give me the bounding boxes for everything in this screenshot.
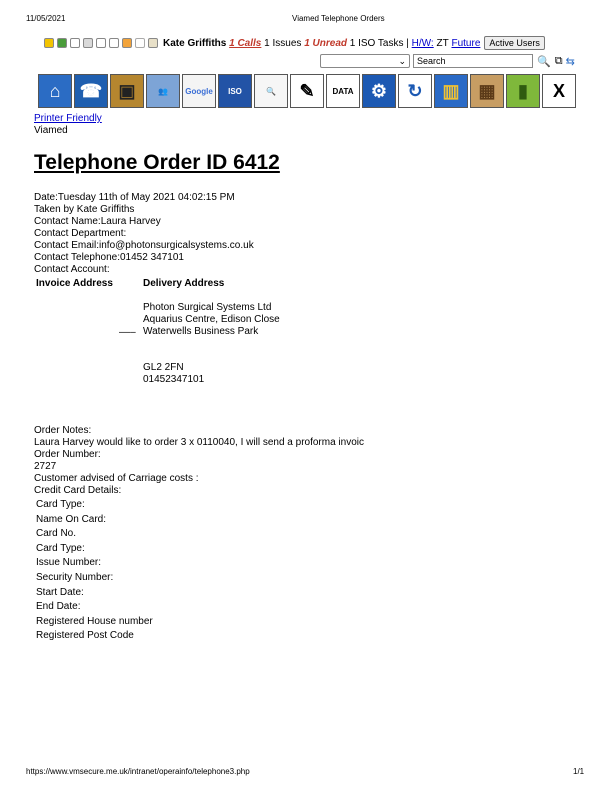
external-link-icon[interactable]: ⧉: [554, 54, 563, 67]
delivery-address-line: Waterwells Business Park: [143, 326, 259, 337]
book-icon[interactable]: ▮: [506, 74, 540, 108]
company-name: Viamed: [34, 125, 68, 136]
close-x-icon[interactable]: X: [542, 74, 576, 108]
contact-email: Contact Email:info@photonsurgicalsystems.co.uk: [34, 240, 254, 251]
hw-link[interactable]: H/W:: [411, 37, 434, 49]
magnifier-icon[interactable]: 🔍: [254, 74, 288, 108]
invoice-address-label: Invoice Address: [36, 278, 113, 289]
search-input[interactable]: Search: [413, 54, 533, 68]
credit-card-field: Registered House number: [36, 615, 153, 627]
advanced-search-icon[interactable]: 🔍: [537, 55, 551, 68]
home-icon[interactable]: ⌂: [38, 74, 72, 108]
flag-icon[interactable]: [135, 38, 145, 48]
credit-card-field: Registered Post Code: [36, 630, 134, 642]
address-separator: –––: [119, 327, 136, 338]
taken-by: Taken by Kate Griffiths: [34, 204, 135, 215]
category-select[interactable]: [320, 54, 410, 68]
page-title: Telephone Order ID 6412: [34, 151, 280, 174]
credit-card-field: End Date:: [36, 601, 81, 613]
box-icon[interactable]: ▦: [470, 74, 504, 108]
iso-tasks: 1 ISO Tasks |: [349, 37, 409, 49]
chevron-down-icon: ⌄: [398, 55, 406, 66]
refresh-icon[interactable]: ↻: [398, 74, 432, 108]
send-icon[interactable]: [70, 38, 80, 48]
note-icon[interactable]: [109, 38, 119, 48]
contact-department: Contact Department:: [34, 228, 127, 239]
credit-card-label: Credit Card Details:: [34, 485, 122, 496]
iso-icon[interactable]: ISO: [218, 74, 252, 108]
unread-link[interactable]: Unread: [312, 37, 347, 49]
print-page: 1/1: [573, 767, 585, 776]
globe-icon[interactable]: [57, 38, 67, 48]
chart-icon[interactable]: ▥: [434, 74, 468, 108]
print-date: 11/05/2021: [26, 14, 66, 23]
users-icon[interactable]: 👥: [146, 74, 180, 108]
delivery-address-line: Aquarius Centre, Edison Close: [143, 314, 280, 325]
carriage-note: Customer advised of Carriage costs :: [34, 473, 199, 484]
calls-link[interactable]: 1 Calls: [229, 37, 262, 49]
google-icon[interactable]: Google: [182, 74, 216, 108]
credit-card-field: Start Date:: [36, 586, 84, 598]
delivery-address-line: GL2 2FN: [143, 362, 184, 373]
order-date: Date:Tuesday 11th of May 2021 04:02:15 PM: [34, 192, 235, 203]
order-notes: Laura Harvey would like to order 3 x 0110040, I will send a proforma invoic: [34, 437, 364, 448]
contact-account: Contact Account:: [34, 264, 110, 275]
smiley-icon[interactable]: [122, 38, 132, 48]
order-notes-label: Order Notes:: [34, 425, 92, 436]
contact-name: Contact Name:Laura Harvey: [34, 216, 161, 227]
user-name: Kate Griffiths: [163, 37, 227, 49]
star-icon[interactable]: [44, 38, 54, 48]
credit-card-field: Name On Card:: [36, 513, 107, 525]
credit-card-field: Card Type:: [36, 499, 85, 510]
phone-icon[interactable]: ☎: [74, 74, 108, 108]
future-link[interactable]: Future: [451, 37, 481, 49]
image-icon[interactable]: [148, 38, 158, 48]
delivery-address-line: Photon Surgical Systems Ltd: [143, 302, 272, 313]
delivery-address-line: 01452347101: [143, 374, 205, 385]
print-title: Viamed Telephone Orders: [292, 14, 385, 23]
icon-toolbar: [38, 74, 576, 108]
unread-count: 1: [304, 37, 310, 49]
delivery-address-label: Delivery Address: [143, 278, 225, 289]
order-number-label: Order Number:: [34, 449, 101, 460]
sync-icon[interactable]: ⇆: [565, 55, 575, 68]
mail-icon[interactable]: [96, 38, 106, 48]
printer-friendly-link[interactable]: Printer Friendly: [34, 113, 102, 124]
print-url: https://www.vmsecure.me.uk/intranet/operainfo/telephone3.php: [26, 767, 250, 776]
opera-data-icon[interactable]: DATA: [326, 74, 360, 108]
order-number: 2727: [34, 461, 57, 472]
gears-icon[interactable]: ⚙: [362, 74, 396, 108]
tools-icon[interactable]: [83, 38, 93, 48]
credit-card-field: Card No.: [36, 528, 77, 540]
credit-card-field: Issue Number:: [36, 557, 102, 569]
contact-telephone: Contact Telephone:01452 347101: [34, 252, 184, 263]
search-row: [320, 53, 575, 69]
issues-count: 1 Issues: [264, 37, 302, 49]
cash-register-icon[interactable]: ▣: [110, 74, 144, 108]
credit-card-field: Card Type:: [36, 542, 85, 554]
edit-document-icon[interactable]: ✎: [290, 74, 324, 108]
top-status-bar: [44, 36, 584, 50]
zt-label: ZT: [436, 37, 449, 49]
active-users-button[interactable]: Active Users: [484, 36, 545, 50]
credit-card-field: Security Number:: [36, 572, 114, 583]
